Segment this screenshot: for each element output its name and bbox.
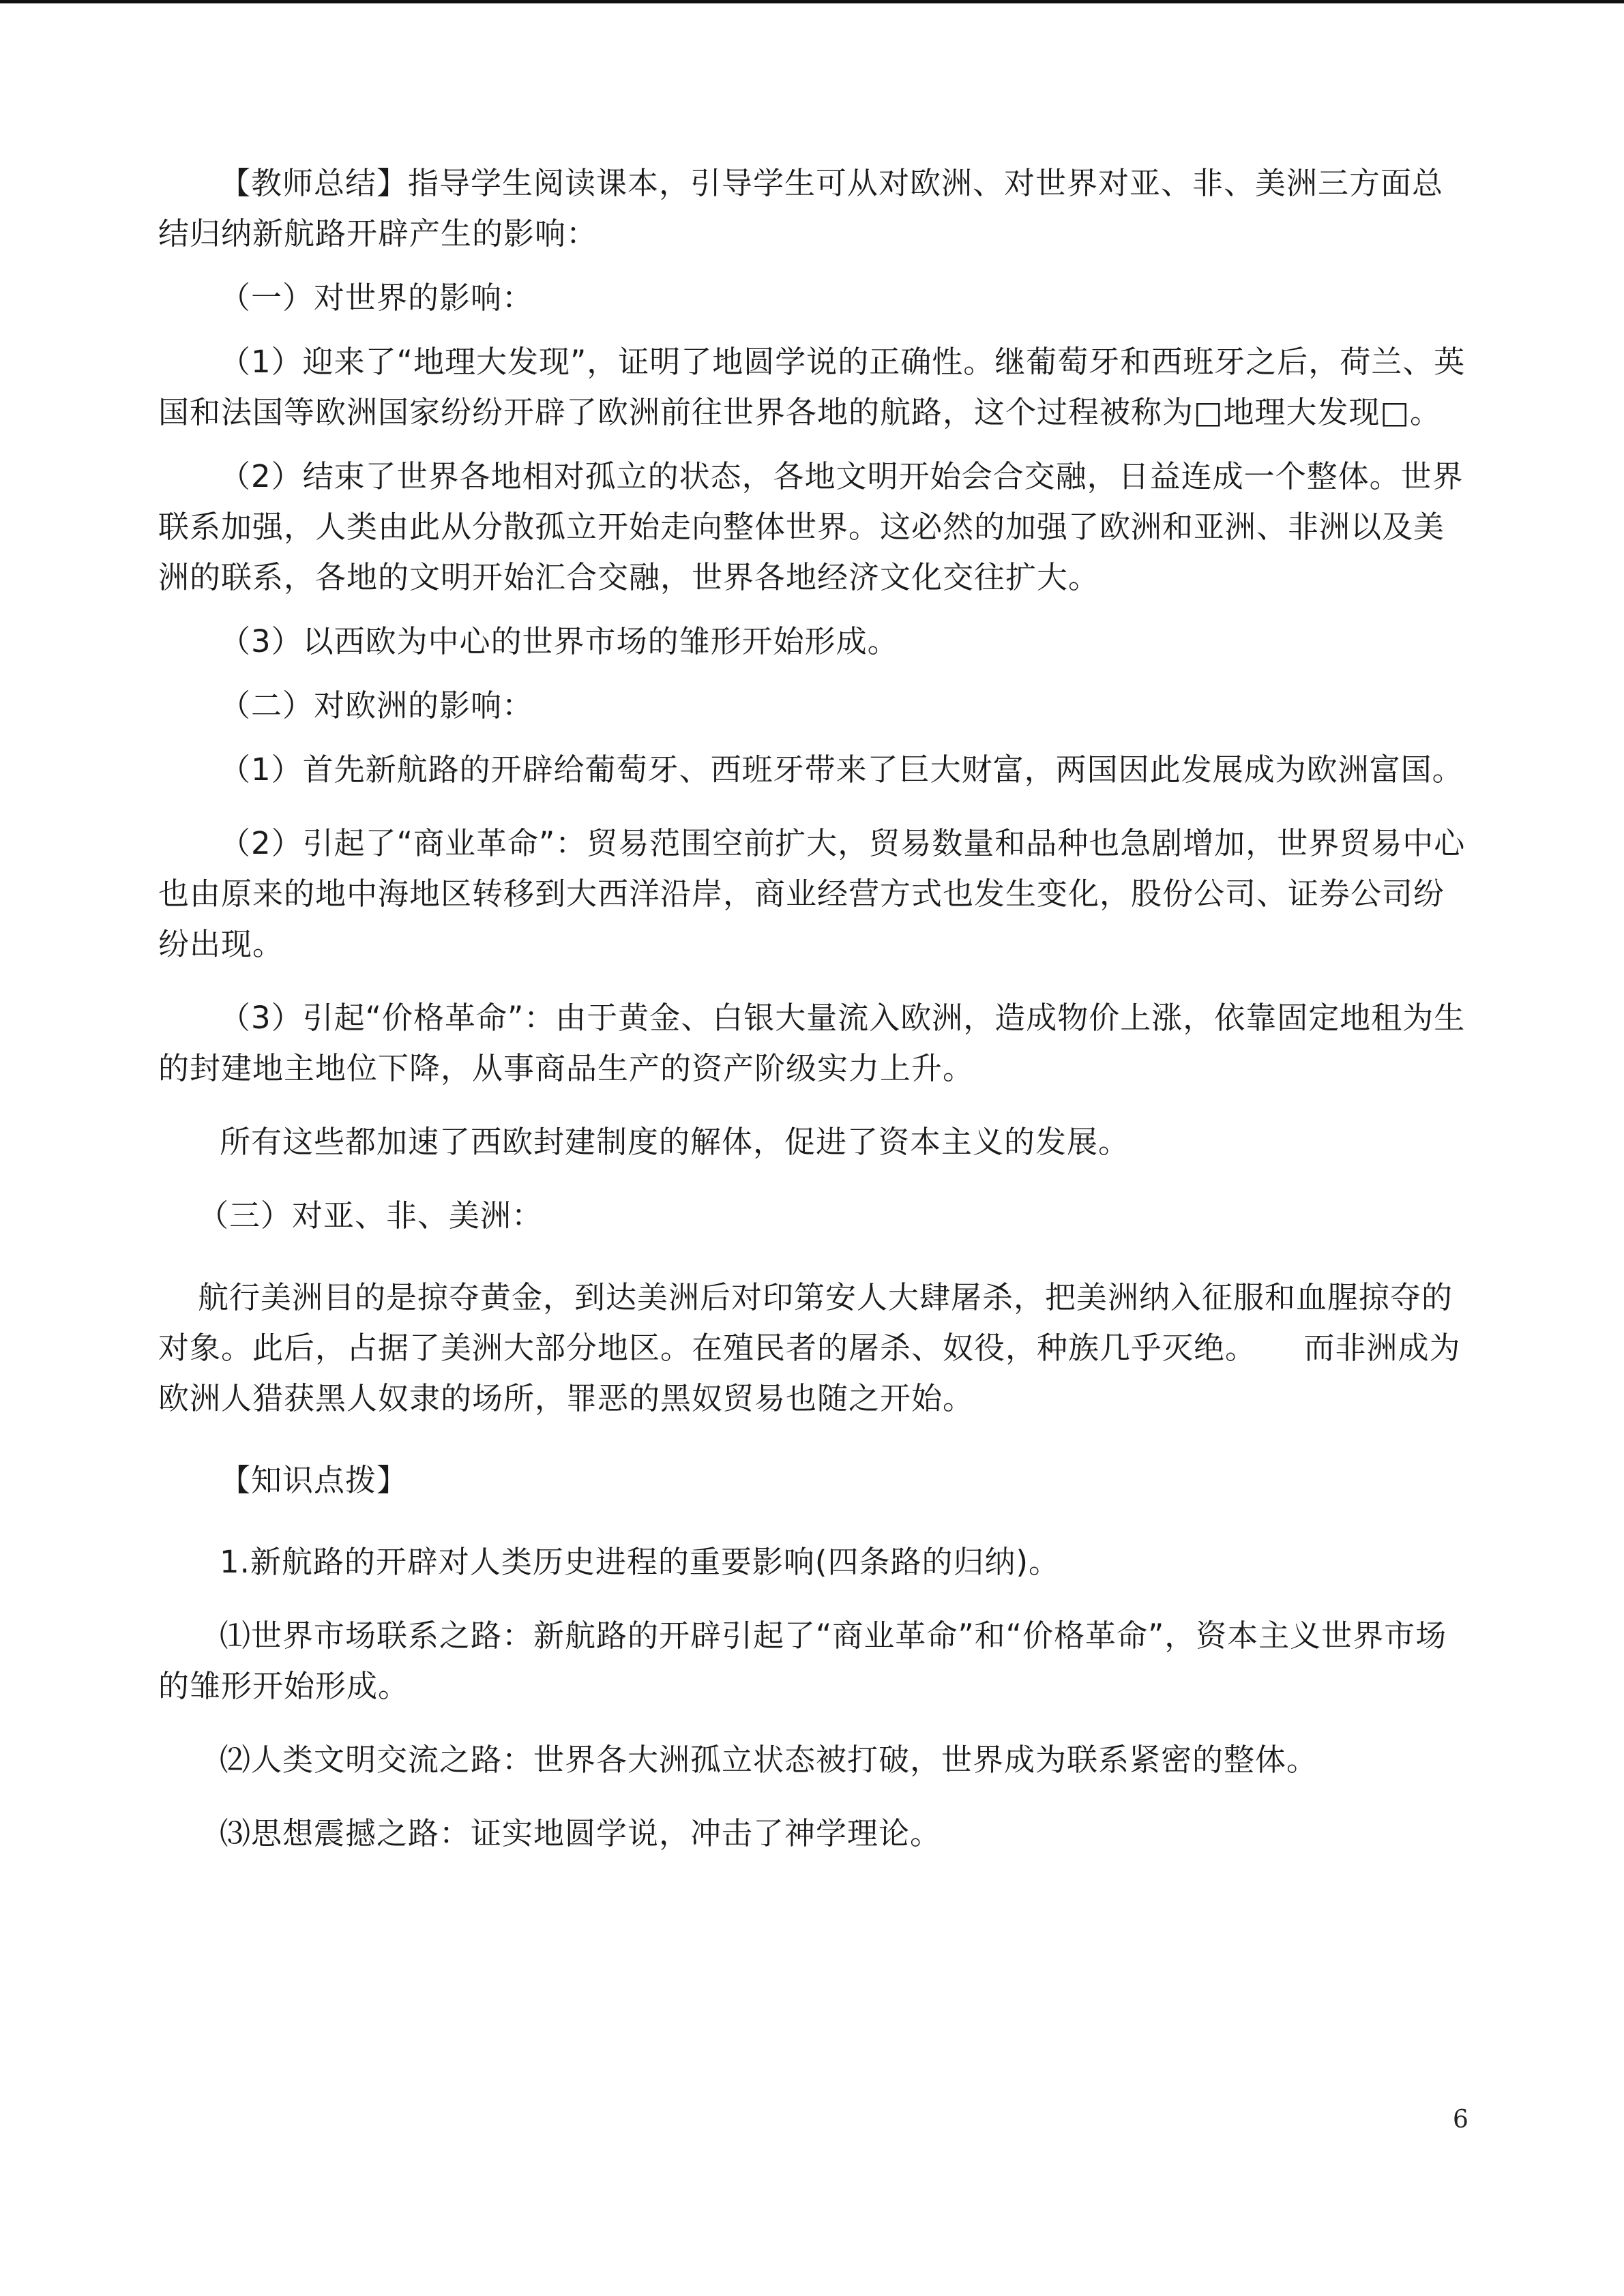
- europe-conclusion: 所有这些都加速了西欧封建制度的解体，促进了资本主义的发展。: [220, 1124, 1130, 1160]
- europe-point-2: （2）引起了“商业革命”：贸易范围空前扩大，贸易数量和品种也急剧增加，世界贸易中心也由原来的地中海地区转移到大西洋沿岸，商业经营方式也发生变化，股份公司、证券公司纷纷出现。: [158, 825, 1466, 962]
- europe-point-3: （3）引起“价格革命”：由于黄金、白银大量流入欧洲，造成物价上涨，依靠固定地租为生的封建地主地位下降，从事商品生产的资产阶级实力上升。: [158, 1000, 1466, 1086]
- section-heading-europe: （二）对欧洲的影响：: [220, 687, 534, 724]
- knowledge-tips-heading: 【知识点拨】: [220, 1462, 409, 1498]
- page-number: 6: [1453, 2106, 1468, 2134]
- top-border-line: [0, 0, 1624, 3]
- teacher-summary-paragraph: 【教师总结】指导学生阅读课本，引导学生可从对欧洲、对世界对亚、非、美洲三方面总结归纳新航路开辟产生的影响：: [158, 165, 1444, 252]
- world-point-1: （1）迎来了“地理大发现”，证明了地圆学说的正确性。继葡萄牙和西班牙之后，荷兰、英国和法国等欧洲国家纷纷开辟了欧洲前往世界各地的航路，这个过程被称为□地理大发现□。: [158, 344, 1466, 430]
- world-point-2: （2）结束了世界各地相对孤立的状态，各地文明开始会合交融，日益连成一个整体。世界联系加强，人类由此从分散孤立开始走向整体世界。这必然的加强了欧洲和亚洲、非洲以及美洲的联系，各地的文明开始汇合交融，世界各地经济文化交往扩大。: [158, 458, 1464, 595]
- knowledge-point-1: 1.新航路的开辟对人类历史进程的重要影响(四条路的归纳)。: [220, 1544, 1061, 1580]
- asia-africa-america-paragraph: 航行美洲目的是掠夺黄金，到达美洲后对印第安人大肆屠杀，把美洲纳入征服和血腥掠夺的对象。此后，占据了美洲大部分地区。在殖民者的屠杀、奴役，种族几乎灭绝。 而非洲成为欧洲人猎获黑人奴隶的场所，罪恶的黑奴贸易也随之开始。: [158, 1279, 1461, 1416]
- europe-point-1: （1）首先新航路的开辟给葡萄牙、西班牙带来了巨大财富，两国因此发展成为欧洲富国。: [220, 751, 1464, 788]
- route-civilization-exchange: ⑵人类文明交流之路：世界各大洲孤立状态被打破，世界成为联系紧密的整体。: [220, 1742, 1318, 1778]
- section-heading-asia-africa-america: （三）对亚、非、美洲：: [198, 1197, 544, 1234]
- route-thought-shock: ⑶思想震撼之路：证实地圆学说，冲击了神学理论。: [220, 1815, 942, 1851]
- route-world-market: ⑴世界市场联系之路：新航路的开辟引起了“商业革命”和“价格革命”，资本主义世界市场的雏形开始形成。: [158, 1617, 1447, 1704]
- section-heading-world: （一）对世界的影响：: [220, 280, 534, 316]
- document-body: [158, 158, 1471, 1859]
- world-point-3: （3）以西欧为中心的世界市场的雏形开始形成。: [220, 623, 899, 659]
